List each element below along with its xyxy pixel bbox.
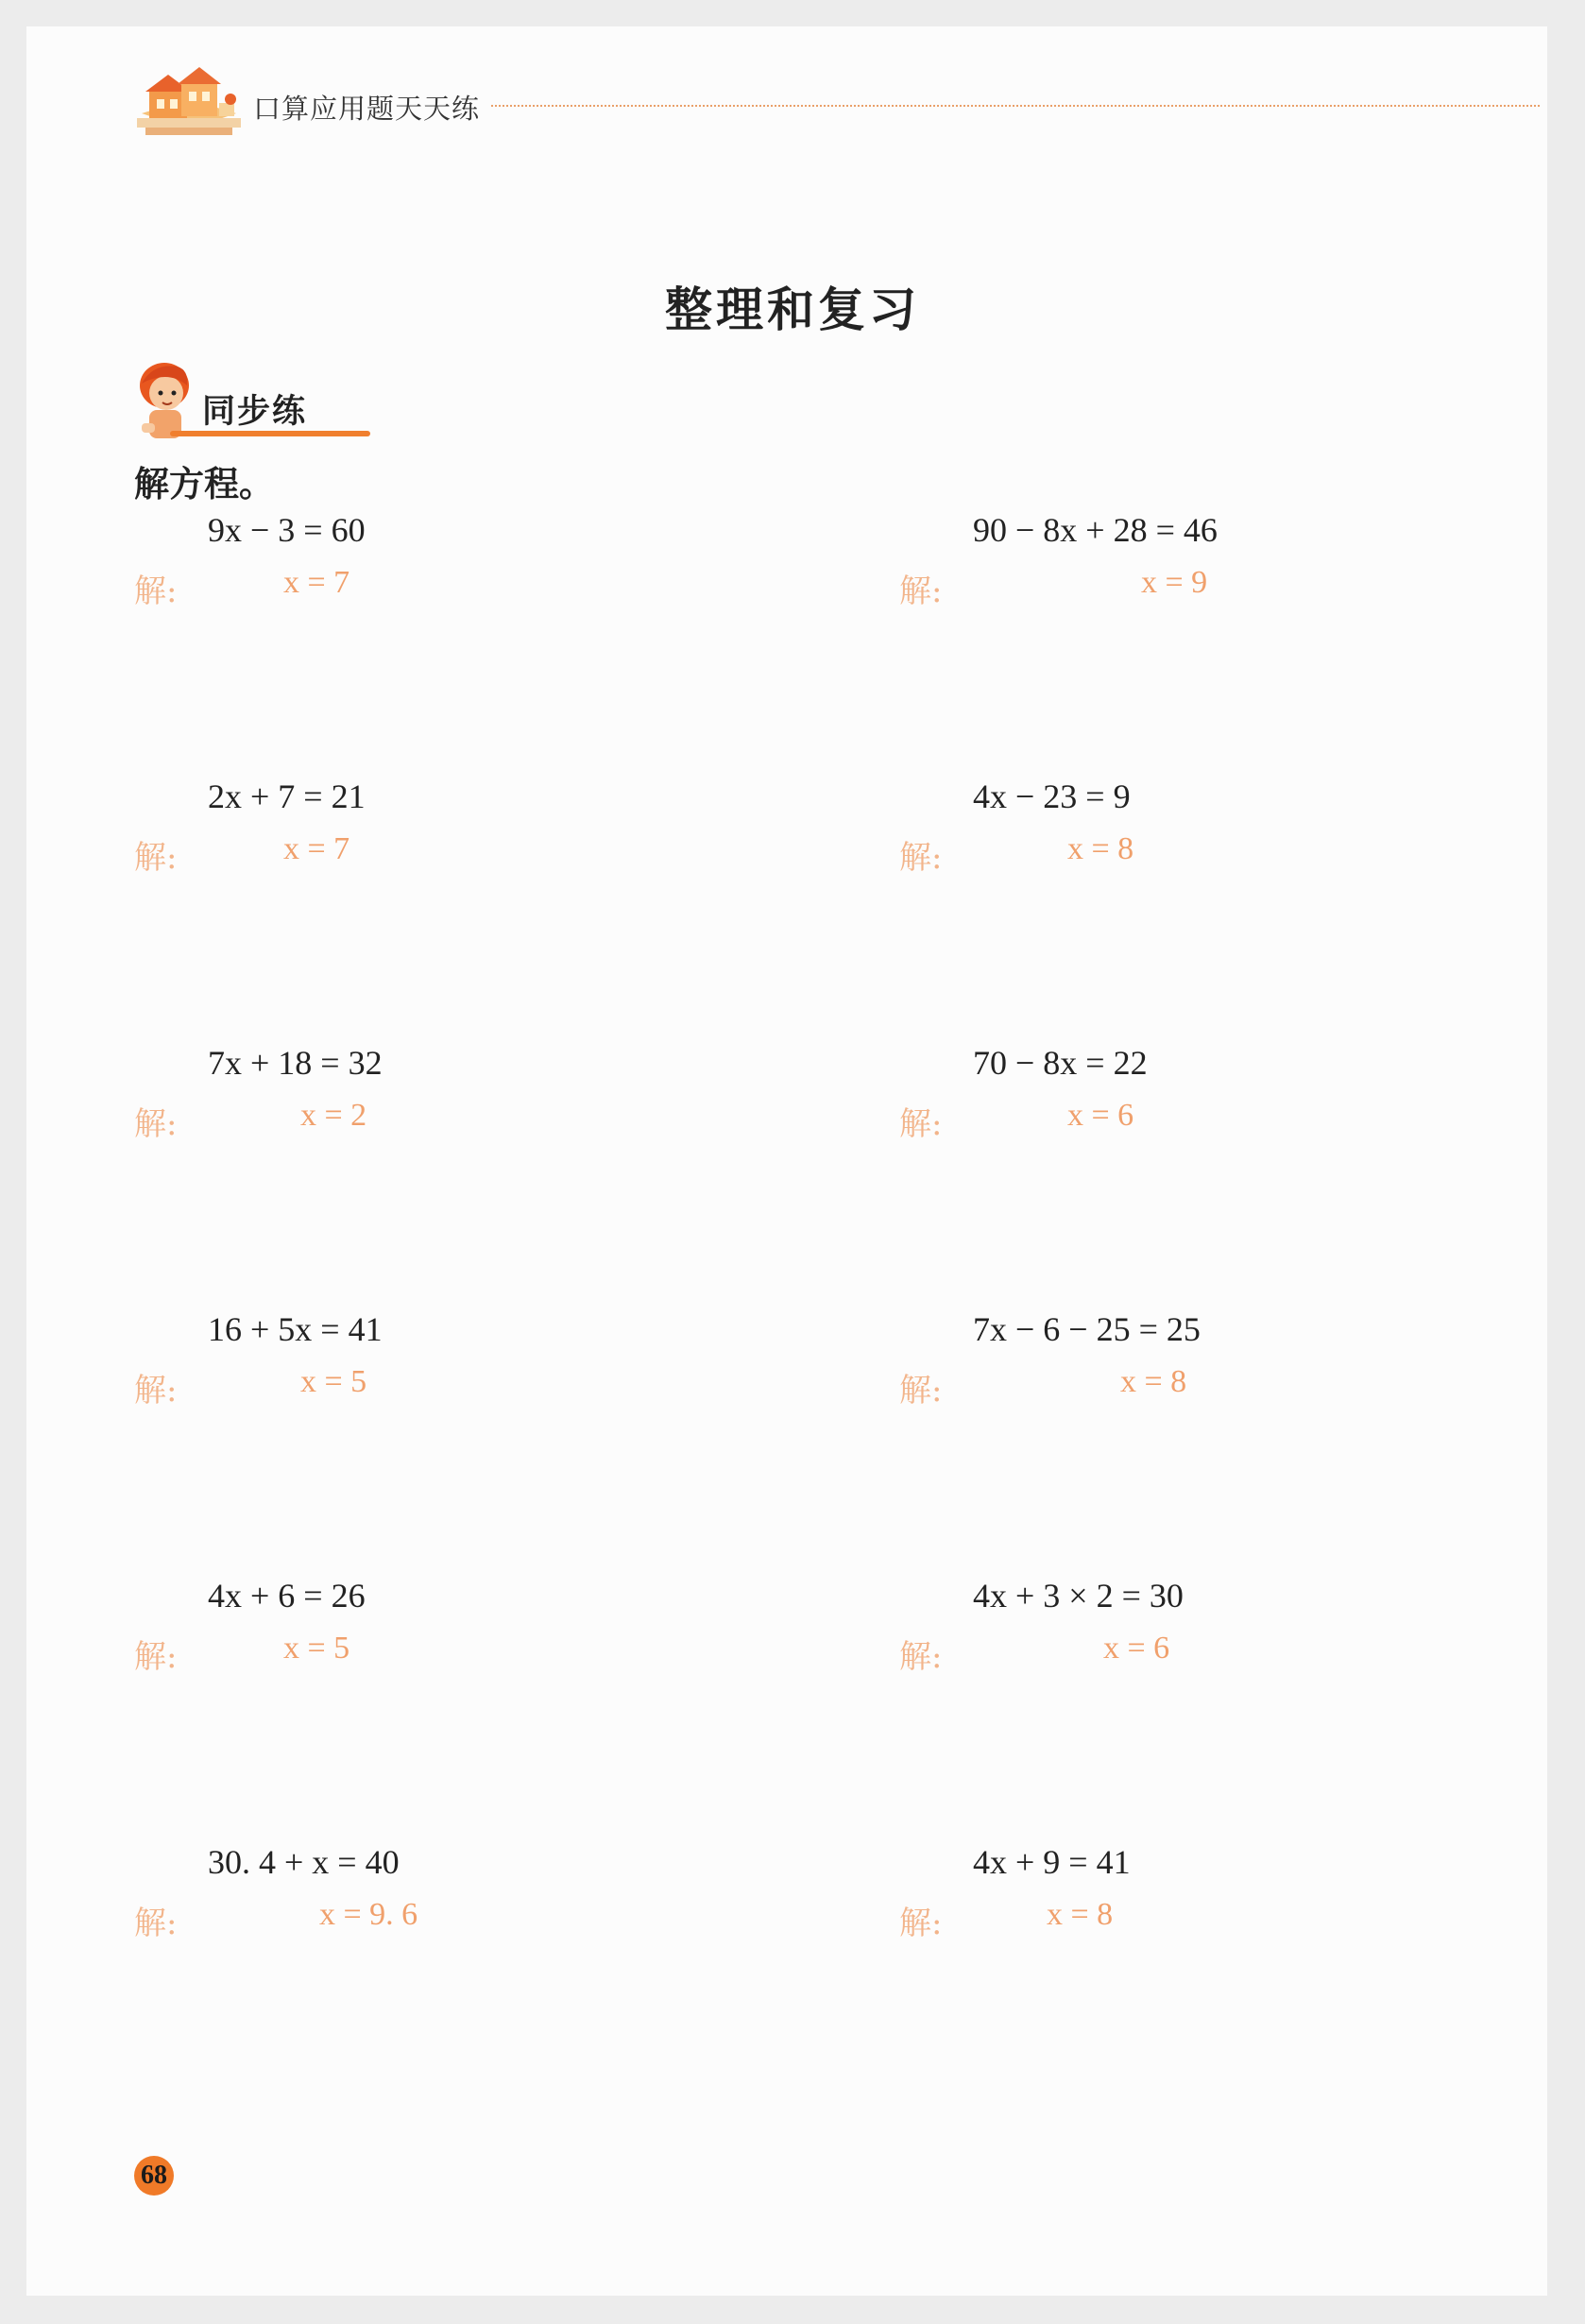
house-logo-icon — [132, 61, 246, 146]
equation: 4x + 9 = 41 — [973, 1843, 1131, 1881]
answer: x = 5 — [300, 1364, 367, 1399]
solution-label: 解: — [899, 839, 943, 877]
answer: x = 7 — [283, 831, 350, 866]
answer: x = 8 — [1120, 1364, 1187, 1399]
equation: 2x + 7 = 21 — [208, 778, 366, 815]
answer: x = 6 — [1103, 1631, 1170, 1666]
equation: 7x + 18 = 32 — [208, 1044, 383, 1082]
solution-label: 解: — [899, 1638, 943, 1676]
equation: 9x − 3 = 60 — [208, 511, 366, 549]
answer: x = 6 — [1067, 1098, 1134, 1133]
section-heading — [132, 357, 359, 444]
answer: x = 5 — [283, 1631, 350, 1666]
solution-label: 解: — [899, 1905, 943, 1942]
equation: 7x − 6 − 25 = 25 — [973, 1310, 1201, 1348]
equation: 4x − 23 = 9 — [973, 778, 1131, 815]
equation: 4x + 6 = 26 — [208, 1577, 366, 1615]
section-underline — [170, 431, 370, 436]
equation: 90 − 8x + 28 = 46 — [973, 511, 1218, 549]
equation: 30. 4 + x = 40 — [208, 1843, 400, 1881]
equation: 16 + 5x = 41 — [208, 1310, 383, 1348]
solution-label: 解: — [899, 1105, 943, 1143]
solution-label: 解: — [134, 1105, 178, 1143]
solution-label: 解: — [134, 572, 178, 610]
solution-label: 解: — [134, 839, 178, 877]
solution-label: 解: — [899, 1372, 943, 1410]
answer: x = 8 — [1047, 1897, 1114, 1932]
header-title: 口算应用题天天练 — [253, 93, 481, 125]
equation: 4x + 3 × 2 = 30 — [973, 1577, 1184, 1615]
page-title: 整理和复习 — [665, 282, 920, 337]
answer: x = 8 — [1067, 831, 1134, 866]
header-divider — [491, 105, 1540, 107]
solution-label: 解: — [899, 572, 943, 610]
running-header — [132, 61, 1549, 146]
answer: x = 9. 6 — [319, 1897, 418, 1932]
answer: x = 9 — [1141, 565, 1208, 600]
solution-label: 解: — [134, 1905, 178, 1942]
answer: x = 2 — [300, 1098, 367, 1133]
solution-label: 解: — [134, 1372, 178, 1410]
solution-label: 解: — [134, 1638, 178, 1676]
equation: 70 − 8x = 22 — [973, 1044, 1148, 1082]
answer: x = 7 — [283, 565, 350, 600]
page-number: 68 — [134, 2156, 174, 2196]
section-label: 同步练 — [202, 393, 308, 431]
instruction: 解方程。 — [134, 464, 274, 504]
